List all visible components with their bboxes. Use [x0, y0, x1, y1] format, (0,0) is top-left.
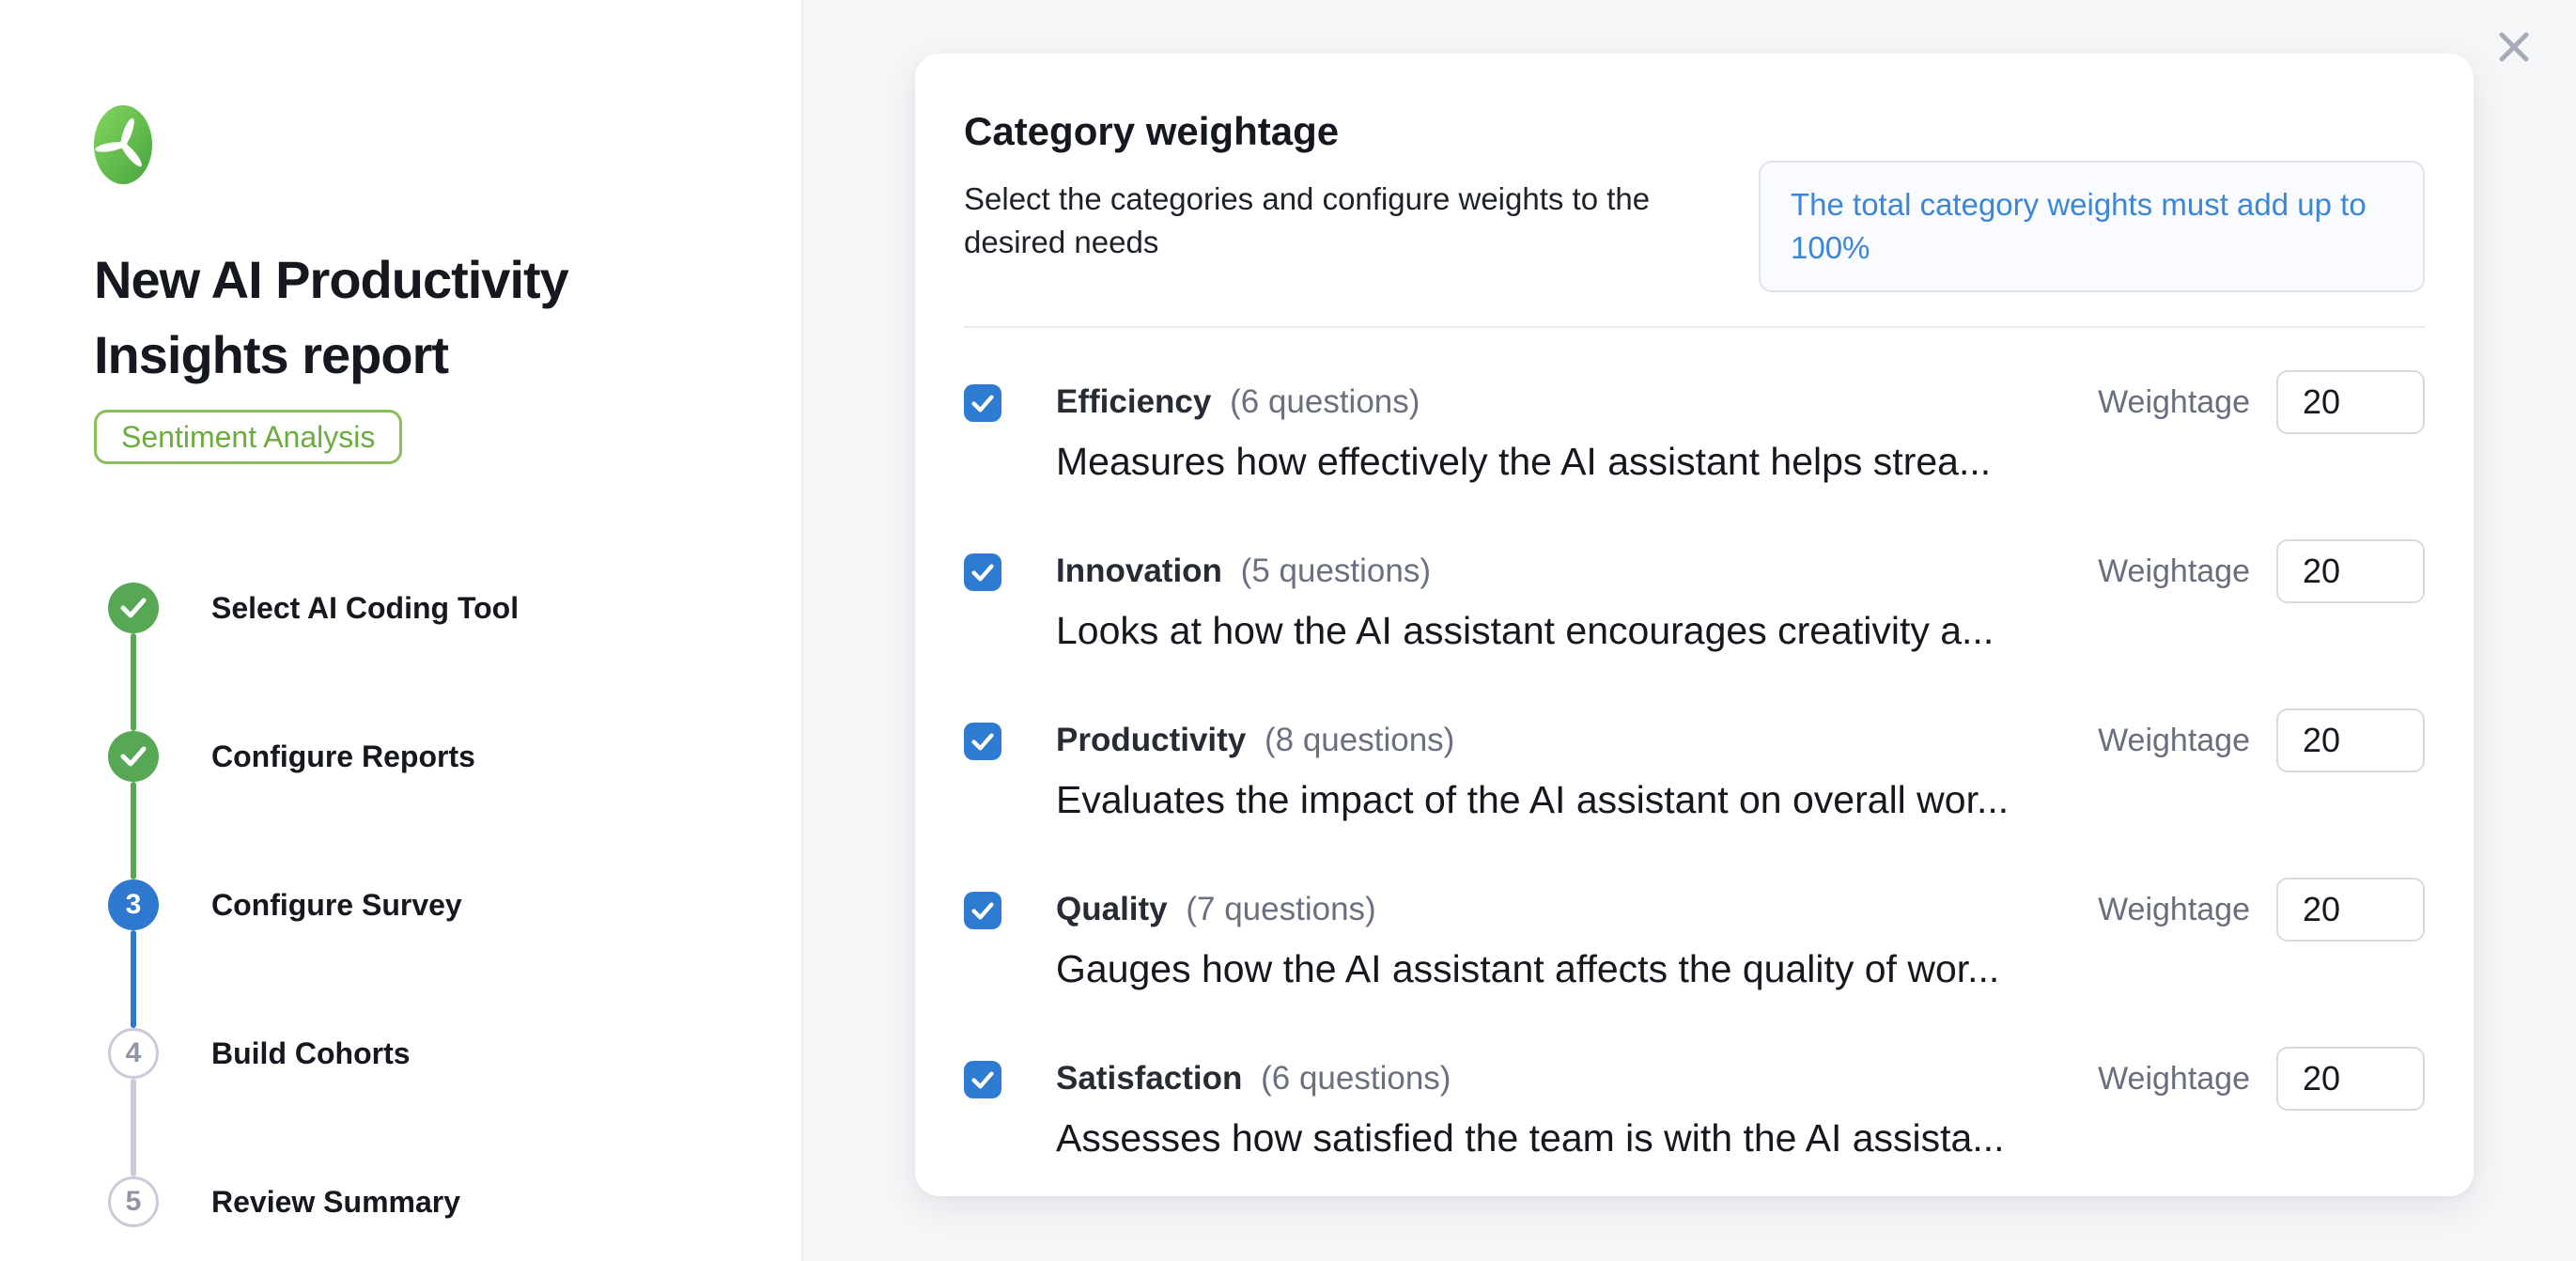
step-label: Select AI Coding Tool — [211, 590, 520, 625]
step-item-review-summary[interactable] — [94, 1176, 764, 1227]
close-button[interactable] — [2495, 28, 2533, 66]
category-question-count: (6 questions) — [1230, 383, 1420, 420]
category-description: Measures how effectively the AI assistant helps strea... — [1056, 440, 1992, 483]
step-connector — [131, 633, 136, 731]
weightage-label: Weightage — [2098, 891, 2250, 927]
category-checkbox[interactable] — [964, 553, 1001, 591]
step-circle-done — [108, 731, 159, 782]
category-name: Satisfaction — [1056, 1060, 1243, 1097]
weightage-group — [2098, 878, 2425, 942]
category-name: Productivity — [1056, 722, 1247, 758]
propeller-icon — [94, 105, 152, 184]
step-label: Configure Survey — [211, 887, 462, 922]
step-item-configure-reports[interactable] — [94, 731, 764, 782]
content-pane — [803, 0, 2576, 1261]
category-question-count: (8 questions) — [1265, 722, 1455, 758]
category-heading — [1056, 1057, 2098, 1100]
weightage-label: Weightage — [2098, 722, 2250, 758]
category-list — [964, 381, 2425, 1160]
card-header-titles — [964, 108, 1734, 264]
step-label: Review Summary — [211, 1184, 461, 1219]
category-text — [1056, 1057, 2098, 1160]
category-description: Evaluates the impact of the AI assistant on overall wor... — [1056, 778, 2010, 821]
check-icon — [120, 746, 147, 767]
category-question-count: (5 questions) — [1240, 553, 1431, 589]
category-weightage-card — [915, 54, 2474, 1196]
weightage-group — [2098, 708, 2425, 772]
report-sidebar — [0, 0, 803, 1261]
category-heading — [1056, 381, 2098, 424]
category-text — [1056, 550, 2098, 653]
check-icon — [971, 733, 994, 751]
category-row-efficiency — [964, 381, 2425, 484]
category-row-innovation — [964, 550, 2425, 653]
category-question-count: (7 questions) — [1186, 891, 1376, 927]
weightage-label: Weightage — [2098, 553, 2250, 589]
category-text — [1056, 381, 2098, 484]
category-checkbox[interactable] — [964, 1061, 1001, 1098]
step-item-build-cohorts[interactable] — [94, 1028, 764, 1079]
step-connector — [131, 782, 136, 880]
check-icon — [120, 598, 147, 618]
category-row-quality — [964, 888, 2425, 991]
card-header — [964, 108, 2425, 292]
category-heading — [1056, 719, 2098, 762]
weightage-group — [2098, 539, 2425, 603]
category-question-count: (6 questions) — [1261, 1060, 1451, 1097]
card-title: Category weightage — [964, 109, 1340, 153]
report-type-badge: Sentiment Analysis — [94, 410, 402, 464]
step-circle-current: 3 — [108, 880, 159, 930]
step-circle-pending: 5 — [108, 1176, 159, 1227]
category-checkbox[interactable] — [964, 723, 1001, 760]
category-name: Efficiency — [1056, 383, 1212, 420]
step-item-configure-survey[interactable] — [94, 880, 764, 930]
total-weight-info-banner: The total category weights must add up to 100% — [1759, 161, 2425, 292]
step-connector — [131, 1079, 136, 1176]
category-row-satisfaction — [964, 1057, 2425, 1160]
category-text — [1056, 719, 2098, 822]
weightage-label: Weightage — [2098, 383, 2250, 420]
category-name: Innovation — [1056, 553, 1222, 589]
weightage-input[interactable] — [2276, 539, 2425, 603]
header-divider — [964, 326, 2425, 328]
step-item-select-ai-coding-tool[interactable] — [94, 583, 764, 633]
step-circle-pending: 4 — [108, 1028, 159, 1079]
weightage-label: Weightage — [2098, 1060, 2250, 1097]
category-description: Assesses how satisfied the team is with the AI assista... — [1056, 1116, 2005, 1160]
weightage-input[interactable] — [2276, 878, 2425, 942]
step-label: Build Cohorts — [211, 1035, 411, 1070]
step-connector — [131, 930, 136, 1028]
app-logo — [94, 105, 152, 184]
card-subtitle: Select the categories and configure weights to the desired needs — [964, 181, 1651, 259]
check-icon — [971, 902, 994, 920]
category-text — [1056, 888, 2098, 991]
category-heading — [1056, 550, 2098, 593]
category-description: Gauges how the AI assistant affects the quality of wor... — [1056, 947, 2000, 990]
check-icon — [971, 395, 994, 413]
category-description: Looks at how the AI assistant encourages creativity a... — [1056, 609, 1994, 652]
category-name: Quality — [1056, 891, 1168, 927]
close-icon — [2495, 28, 2533, 66]
weightage-group — [2098, 370, 2425, 434]
category-checkbox[interactable] — [964, 384, 1001, 422]
step-label: Configure Reports — [211, 739, 475, 773]
wizard-stepper — [94, 583, 764, 1227]
weightage-group — [2098, 1047, 2425, 1111]
weightage-input[interactable] — [2276, 1047, 2425, 1111]
weightage-input[interactable] — [2276, 708, 2425, 772]
category-heading — [1056, 888, 2098, 931]
weightage-input[interactable] — [2276, 370, 2425, 434]
check-icon — [971, 1071, 994, 1089]
category-checkbox[interactable] — [964, 892, 1001, 929]
check-icon — [971, 564, 994, 582]
step-circle-done — [108, 583, 159, 633]
report-title: New AI Productivity Insights report — [94, 250, 568, 384]
category-row-productivity — [964, 719, 2425, 822]
